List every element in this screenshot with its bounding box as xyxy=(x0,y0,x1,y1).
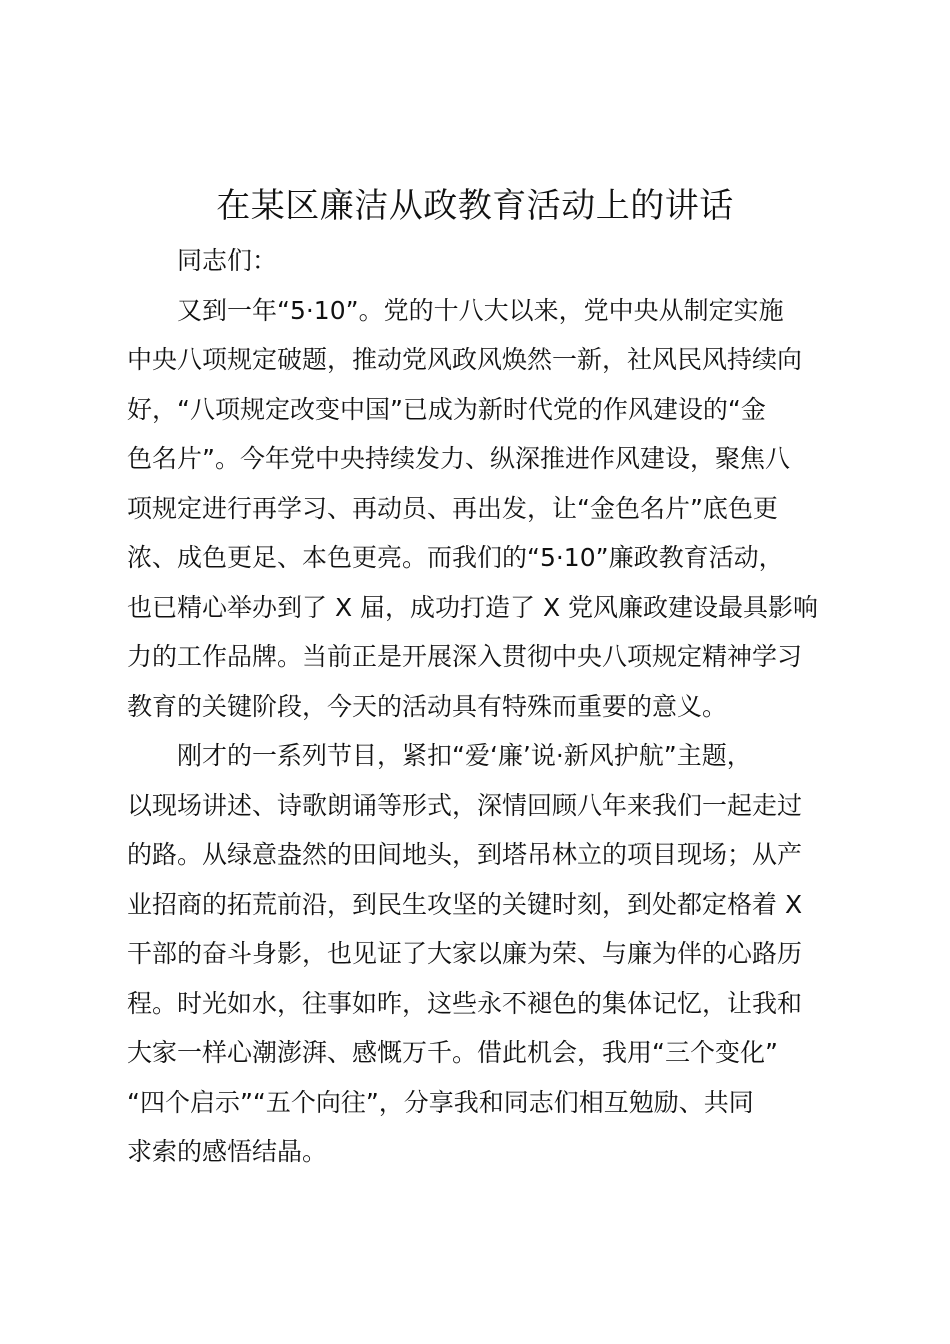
paragraph-1-line-8: 力的工作品牌。当前正是开展深入贯彻中央八项规定精神学习 xyxy=(127,642,803,671)
salutation-line: 同志们： xyxy=(177,246,278,275)
paragraph-1-line-2: 中央八项规定破题，推动党风政风焕然一新，社风民风持续向 xyxy=(127,345,803,374)
document-title: 在某区廉洁从政教育活动上的讲话 xyxy=(216,186,734,226)
paragraph-2-line-1: 刚才的一系列节目，紧扣“爱‘廉’说·新风护航”主题， xyxy=(177,741,752,770)
paragraph-2-line-3: 的路。从绿意盎然的田间地头，到塔吊林立的项目现场；从产 xyxy=(127,840,803,869)
paragraph-1-line-9: 教育的关键阶段，今天的活动具有特殊而重要的意义。 xyxy=(127,691,728,721)
paragraph-2-line-6: 程。时光如水，往事如昨，这些永不褪色的集体记忆，让我和 xyxy=(127,988,803,1018)
paragraph-1-line-4: 色名片”。今年党中央持续发力、纵深推进作风建设，聚焦八 xyxy=(127,444,790,473)
paragraph-2-line-9: 求索的感悟结晶。 xyxy=(127,1137,328,1166)
paragraph-2-line-7: 大家一样心潮澎湃、感慨万千。借此机会，我用“三个变化” xyxy=(127,1038,778,1067)
paragraph-1-line-1: 又到一年“5·10”。党的十八大以来，党中央从制定实施 xyxy=(177,295,784,325)
paragraph-2-line-2: 以现场讲述、诗歌朗诵等形式，深情回顾八年来我们一起走过 xyxy=(127,790,803,820)
paragraph-1-line-3: 好，“八项规定改变中国”已成为新时代党的作风建设的“金 xyxy=(127,394,766,424)
paragraph-1-line-6: 浓、成色更足、本色更亮。而我们的“5·10”廉政教育活动， xyxy=(127,543,784,572)
paragraph-1-line-7: 也已精心举办到了 X 届，成功打造了 X 党风廉政建设最具影响 xyxy=(127,592,819,622)
paragraph-1-line-5: 项规定进行再学习、再动员、再出发，让“金色名片”底色更 xyxy=(127,493,778,523)
paragraph-2-line-8: “四个启示”“五个向往”，分享我和同志们相互勉励、共同 xyxy=(127,1087,754,1117)
paragraph-2-line-5: 干部的奋斗身影，也见证了大家以廉为荣、与廉为伴的心路历 xyxy=(127,939,803,968)
paragraph-2-line-4: 业招商的拓荒前沿，到民生攻坚的关键时刻，到处都定格着 X xyxy=(127,889,803,919)
document-body xyxy=(127,236,837,1177)
